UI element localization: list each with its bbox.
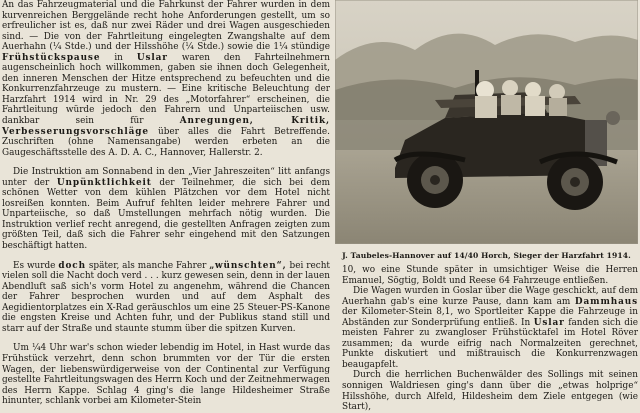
emphasis-doch: doch — [58, 260, 86, 271]
emphasis-fruehstueckspause: Frühstückspause — [2, 52, 101, 63]
left-text-column — [2, 0, 330, 407]
paragraph-route-report: An das Fahrzeugmaterial und die Fahrkunst der Fahrer wurden in dem kurvenreichen Berggelände recht hohe Anforderungen gestellt, um so erfreulicher ist es, daß nur zwei Räder und drei Wagen ausgeschieden sind. — Die von der Fahrtleitung eingelegten Zwangshalte auf dem Auerhahn (¼ Stde.) und der Hilsshöhe (¼ Stde.) sowie die 1¼ stündige Frühstückspause in Uslar waren den Fahrteilnehmern augenscheinlich hoch willkommen, gaben sie ihnen doch Gelegenheit, den inneren Menschen der Hitze entsprechend zu befeuchten und die Konkurrenzfahrzeuge zu mustern. — Eine kritische Beleuchtung der Harzfahrt 1914 wird in Nr. 29 des „Motorfahrer“ erscheinen, die Fahrtleitung würde jedoch den Fahrern und Unparteiischen usw. dankbar sein für Anregungen, Kritik, Verbesserungsvorschläge über alles die Fahrt Betreffende. Zuschriften (ohne Namensangabe) werden erbeten an die Gaugeschäftsstelle des A. D. A. C., Hannover, Hallerstr. 2. — [2, 0, 331, 158]
emphasis-unpuenktlichkeit: Unpünktlichkeit — [56, 177, 152, 188]
photo-caption: J. Taubeles-Hannover auf 14/40 Horch, Sieger der Harzfahrt 1914. — [342, 251, 631, 260]
race-car-photo — [335, 0, 638, 244]
right-text-column — [342, 265, 638, 413]
paragraph-solling: Durch die herrlichen Buchenwälder des Sollings mit seinen sonnigen Waldriesen ging's dann über die „etwas holprige“ Hilsshöhe, durch Alfeld, Hildesheim dem Ziele entgegen (wie Start), — [342, 370, 638, 413]
paragraph-start-release: 10, wo eine Stunde später in umsichtiger Weise die Herren Emanuel, Sögtig, Boldt und Reese 64 Fahrzeuge entließen. — [342, 265, 638, 286]
emphasis-uslar-2: Uslar — [533, 317, 565, 328]
paragraph-instruction: Die Instruktion am Sonnabend in den „Vier Jahreszeiten“ litt anfangs unter der Unpünktlichkeit der Teilnehmer, die sich bei dem schönen Wetter von dem kühlen Plätzchen vor dem Hotel nicht losreißen konnten. Beim Aufruf fehlten leider mehrere Fahrer und Unparteiische, so daß Umstellungen mehrfach nötig wurden. Die Instruktion verlief recht anregend, die gestellten Anfragen zeigten zum größten Teil, daß sich die Fahrer sehr eingehend mit den Satzungen beschäftigt hatten. — [2, 167, 330, 252]
emphasis-uslar: Uslar — [136, 52, 168, 63]
paragraph-evening: Es wurde doch später, als manche Fahrer „wünschten“, bei recht vielen soll die Nacht doch verd . . . kurz gewesen sein, denn in der lauen Abendluft saß sich's vorm Hotel zu angenehm, während die Chancen der Fahrer besprochen wurden und auf dem Asphalt des Aegidientorplatzes ein X-Rad geräuschlos um eine 25 Steuer-PS-Kanone die engsten Kreise und Achten fuhr, und der Publikus stand still und starr auf der Straße und staunte stumm über die spitzen Kurven. — [2, 260, 330, 334]
emphasis-dammhaus: Dammhaus — [574, 296, 638, 307]
car-photograph-illustration — [335, 0, 638, 244]
paragraph-morning: Um ¼4 Uhr war's schon wieder lebendig im Hotel, in Hast wurde das Frühstück verzehrt, denn schon brummten vor der Tür die ersten Wagen, der liebenswürdigerweise von der Continental zur Verfügung gestellte Fahrtleitungswagen des Herrn Koch und der Zeitnehmerwagen des Herrn Kappe. Schlag 4 ging's die lange Hildesheimer Straße hinunter, schlank vorbei am Kilometer-Stein — [2, 343, 330, 407]
paragraph-goslar: Die Wagen wurden in Goslar über die Wage geschickt, auf dem Auerhahn gab's eine kurze Pause, dann kam am Dammhaus der Kilometer-Stein 8,1, wo Sportleiter Kappe die Fahrzeuge in Abständen zur Sonderprüfung entließ. In Uslar fanden sich die meisten Fahrer zu zwangloser Frühstücktafel im Hotel Röver zusammen; da wurde eifrig nach Normalzeiten gerechnet, Punkte diskutiert und mißtrauisch die Konkurrenzwagen beaugapfelt. — [342, 286, 638, 370]
emphasis-anregungen: Anregungen, Kritik, Verbesserungsvorschläge — [2, 116, 330, 137]
emphasis-wuenschten: „wünschten“, — [209, 260, 287, 271]
